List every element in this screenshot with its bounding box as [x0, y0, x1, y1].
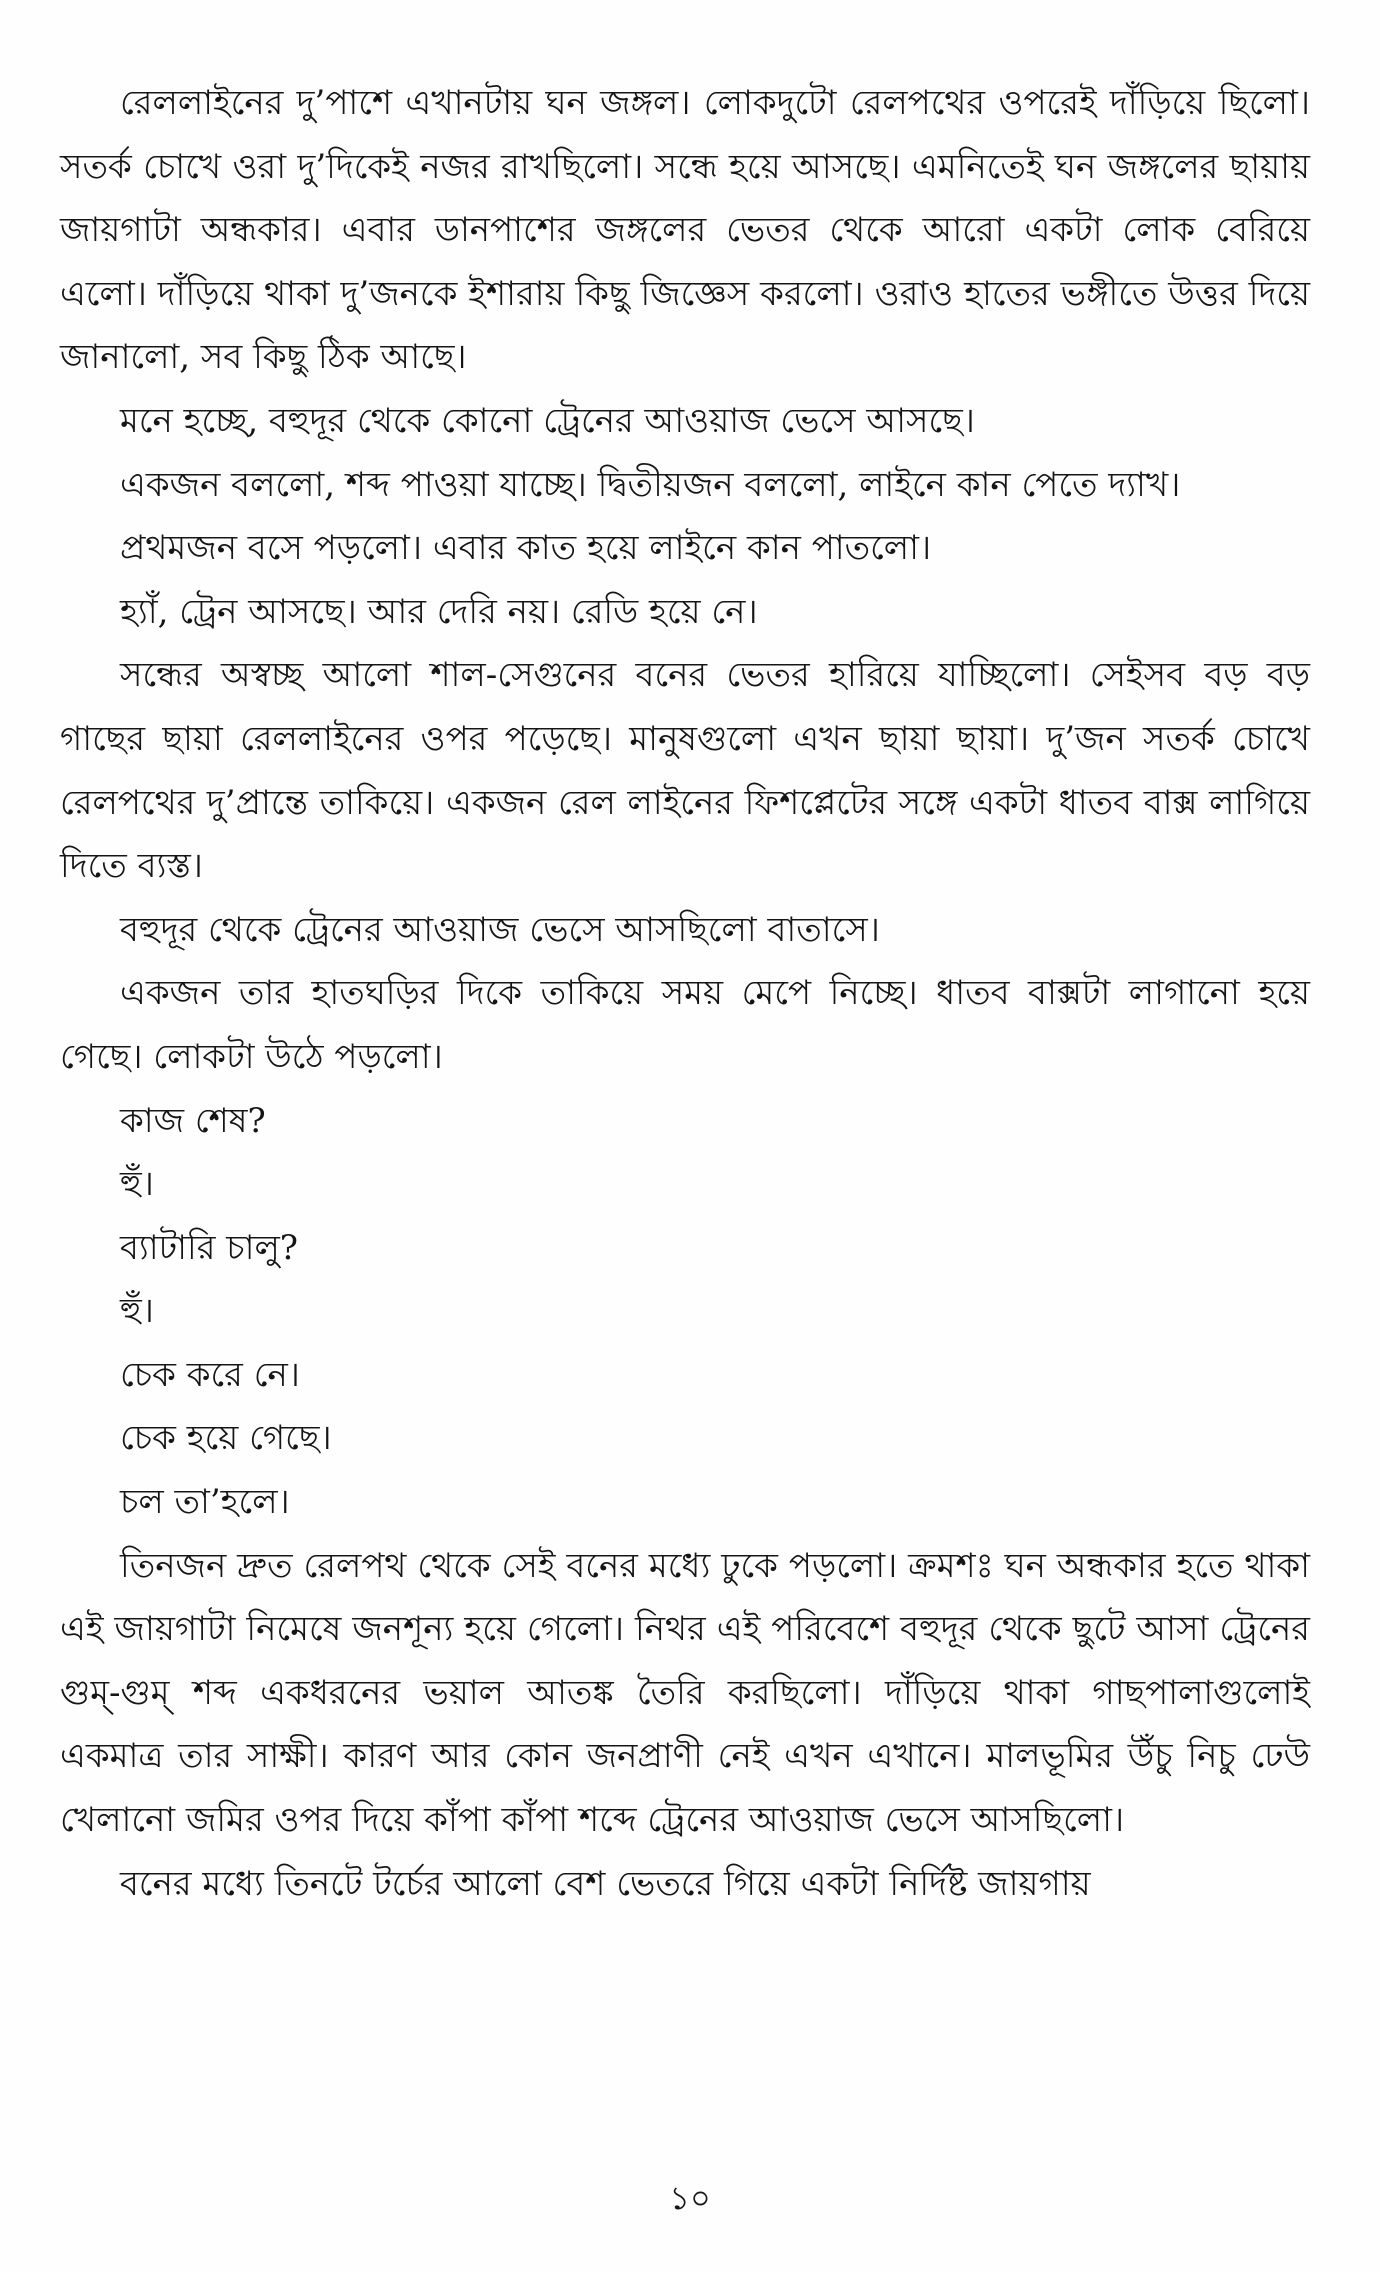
- paragraph: রেললাইনের দু’পাশে এখানটায় ঘন জঙ্গল। লোকদুটো রেলপথের ওপরেই দাঁড়িয়ে ছিলো। সতর্ক চোখে ওরা দু’দিকেই নজর রাখছিলো। সন্ধে হয়ে আসছে। এমনিতেই ঘন জঙ্গলের ছায়ায় জায়গাটা অন্ধকার। এবার ডানপাশের জঙ্গলের ভেতর থেকে আরো একটা লোক বেরিয়ে এলো। দাঁড়িয়ে থাকা দু’জনকে ইশারায় কিছু জিজ্ঞেস করলো। ওরাও হাতের ভঙ্গীতে উত্তর দিয়ে জানালো, সব কিছু ঠিক আছে।: [60, 83, 1310, 378]
- paragraph: একজন বললো, শব্দ পাওয়া যাচ্ছে। দ্বিতীয়জন বললো, লাইনে কান পেতে দ্যাখ।: [120, 464, 1181, 505]
- paragraph: বহুদূর থেকে ট্রেনের আওয়াজ ভেসে আসছিলো বাতাসে।: [120, 909, 880, 950]
- paragraph: বনের মধ্যে তিনটে টর্চের আলো বেশ ভেতরে গিয়ে একটা নির্দিষ্ট জায়গায়: [120, 1863, 1091, 1904]
- dialogue-line: কাজ শেষ?: [120, 1100, 266, 1141]
- dialogue-line: চল তা’হলে।: [120, 1482, 290, 1523]
- paragraph: হ্যাঁ, ট্রেন আসছে। আর দেরি নয়। রেডি হয়ে নে।: [120, 591, 758, 632]
- dialogue-line: ব্যাটারি চালু?: [120, 1227, 299, 1268]
- page-number: ১০: [669, 2179, 711, 2217]
- dialogue-line: হুঁ।: [120, 1291, 154, 1332]
- dialogue-line: চেক হয়ে গেছে।: [120, 1418, 332, 1459]
- paragraph: মনে হচ্ছে, বহুদূর থেকে কোনো ট্রেনের আওয়াজ ভেসে আসছে।: [120, 400, 975, 441]
- dialogue-line: চেক করে নে।: [120, 1354, 300, 1395]
- paragraph: একজন তার হাতঘড়ির দিকে তাকিয়ে সময় মেপে নিচ্ছে। ধাতব বাক্সটা লাগানো হয়ে গেছে। লোকটা উঠে পড়লো।: [60, 973, 1310, 1077]
- dialogue-line: হুঁ।: [120, 1164, 154, 1205]
- paragraph: প্রথমজন বসে পড়লো। এবার কাত হয়ে লাইনে কান পাতলো।: [120, 528, 932, 569]
- body-text: [60, 72, 1310, 1916]
- paragraph: সন্ধের অস্বচ্ছ আলো শাল-সেগুনের বনের ভেতর হারিয়ে যাচ্ছিলো। সেইসব বড় বড় গাছের ছায়া রেললাইনের ওপর পড়েছে। মানুষগুলো এখন ছায়া ছায়া। দু’জন সতর্ক চোখে রেলপথের দু’প্রান্তে তাকিয়ে। একজন রেল লাইনের ফিশপ্লেটের সঙ্গে একটা ধাতব বাক্স লাগিয়ে দিতে ব্যস্ত।: [60, 655, 1310, 887]
- paragraph: তিনজন দ্রুত রেলপথ থেকে সেই বনের মধ্যে ঢুকে পড়লো। ক্রমশঃ ঘন অন্ধকার হতে থাকা এই জায়গাটা নিমেষে জনশূন্য হয়ে গেলো। নিথর এই পরিবেশে বহুদূর থেকে ছুটে আসা ট্রেনের গুম্-গুম্ শব্দ একধরনের ভয়াল আতঙ্ক তৈরি করছিলো। দাঁড়িয়ে থাকা গাছপালাগুলোই একমাত্র তার সাক্ষী। কারণ আর কোন জনপ্রাণী নেই এখন এখানে। মালভূমির উঁচু নিচু ঢেউ খেলানো জমির ওপর দিয়ে কাঁপা কাঁপা শব্দে ট্রেনের আওয়াজ ভেসে আসছিলো।: [60, 1545, 1310, 1841]
